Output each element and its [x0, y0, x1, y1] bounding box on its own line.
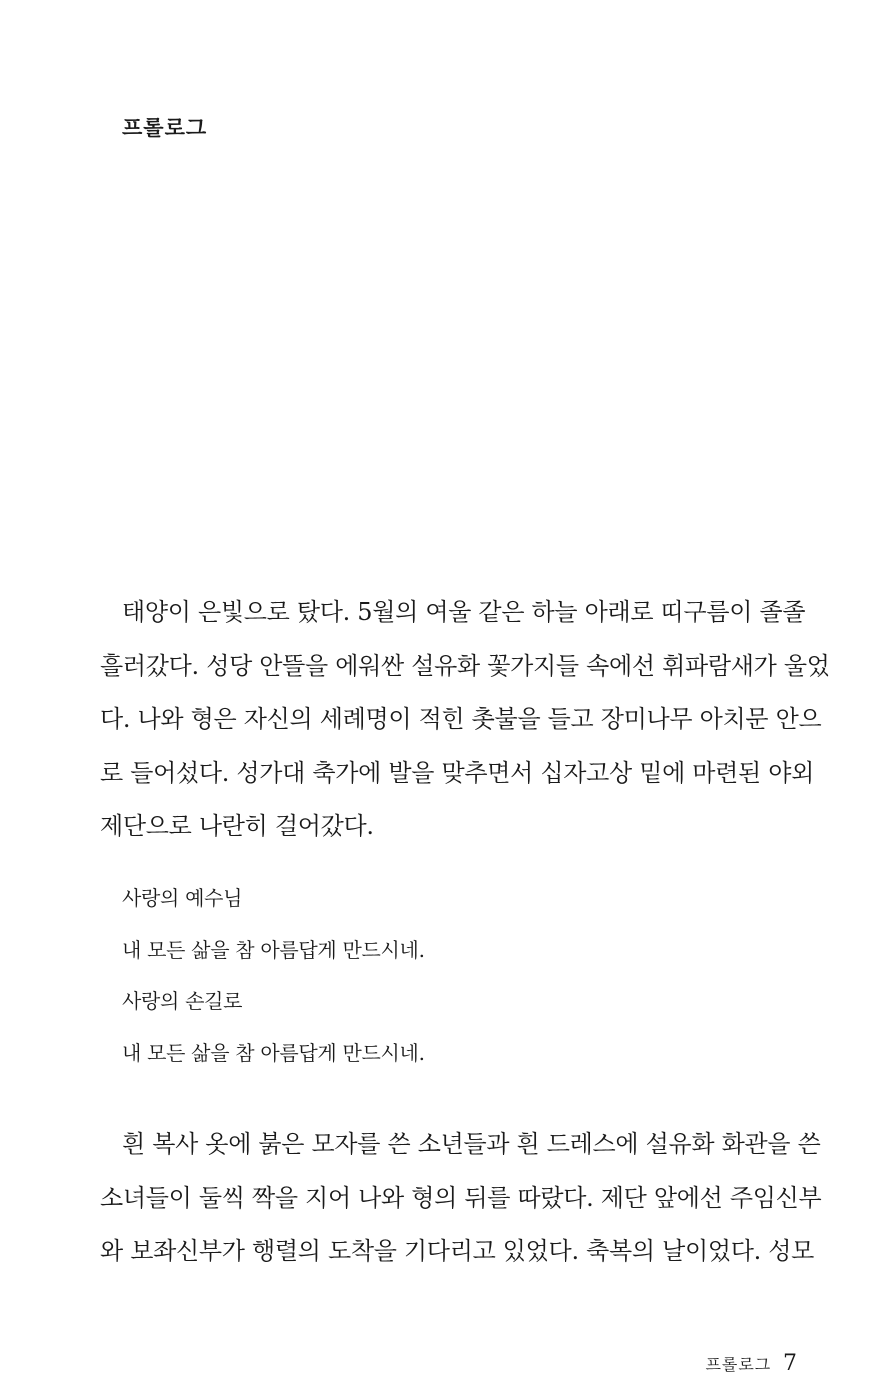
- paragraph-opening: [100, 586, 830, 854]
- text-line: 제단으로 나란히 걸어갔다.: [100, 812, 374, 840]
- text-line: 와 보좌신부가 행렬의 도착을 기다리고 있었다. 축복의 날이었다. 성모: [100, 1237, 815, 1265]
- text-line: 흘러갔다. 성당 안뜰을 에워싼 설유화 꽃가지들 속에선 휘파람새가 울었: [100, 651, 830, 680]
- text-line: 태양이 은빛으로 탔다. 5월의 여울 같은 하늘 아래로 띠구름이 졸졸: [122, 598, 806, 626]
- page-footer: [705, 1351, 797, 1376]
- lyric-line: 사랑의 손길로: [122, 989, 243, 1013]
- chapter-title: 프롤로그: [122, 116, 208, 140]
- running-head: 프롤로그: [705, 1355, 772, 1374]
- page-number: 7: [783, 1351, 797, 1376]
- paragraph-procession: [100, 1118, 822, 1279]
- text-line: 다. 나와 형은 자신의 세례명이 적힌 촛불을 들고 장미나무 아치문 안으: [100, 705, 822, 733]
- lyric-line: 내 모든 삶을 참 아름답게 만드시네.: [122, 937, 425, 962]
- text-line: 로 들어섰다. 성가대 축가에 발을 맞추면서 십자고상 밑에 마련된 야외: [100, 758, 815, 787]
- text-line: 소녀들이 둘씩 짝을 지어 나와 형의 뒤를 따랐다. 제단 앞에선 주임신부: [100, 1183, 822, 1212]
- hymn-lyrics: [122, 873, 425, 1079]
- lyric-line: 사랑의 예수님: [122, 886, 243, 910]
- lyric-line: 내 모든 삶을 참 아름답게 만드시네.: [122, 1040, 425, 1065]
- text-line: 흰 복사 옷에 붉은 모자를 쓴 소년들과 흰 드레스에 설유화 화관을 쓴: [122, 1130, 821, 1158]
